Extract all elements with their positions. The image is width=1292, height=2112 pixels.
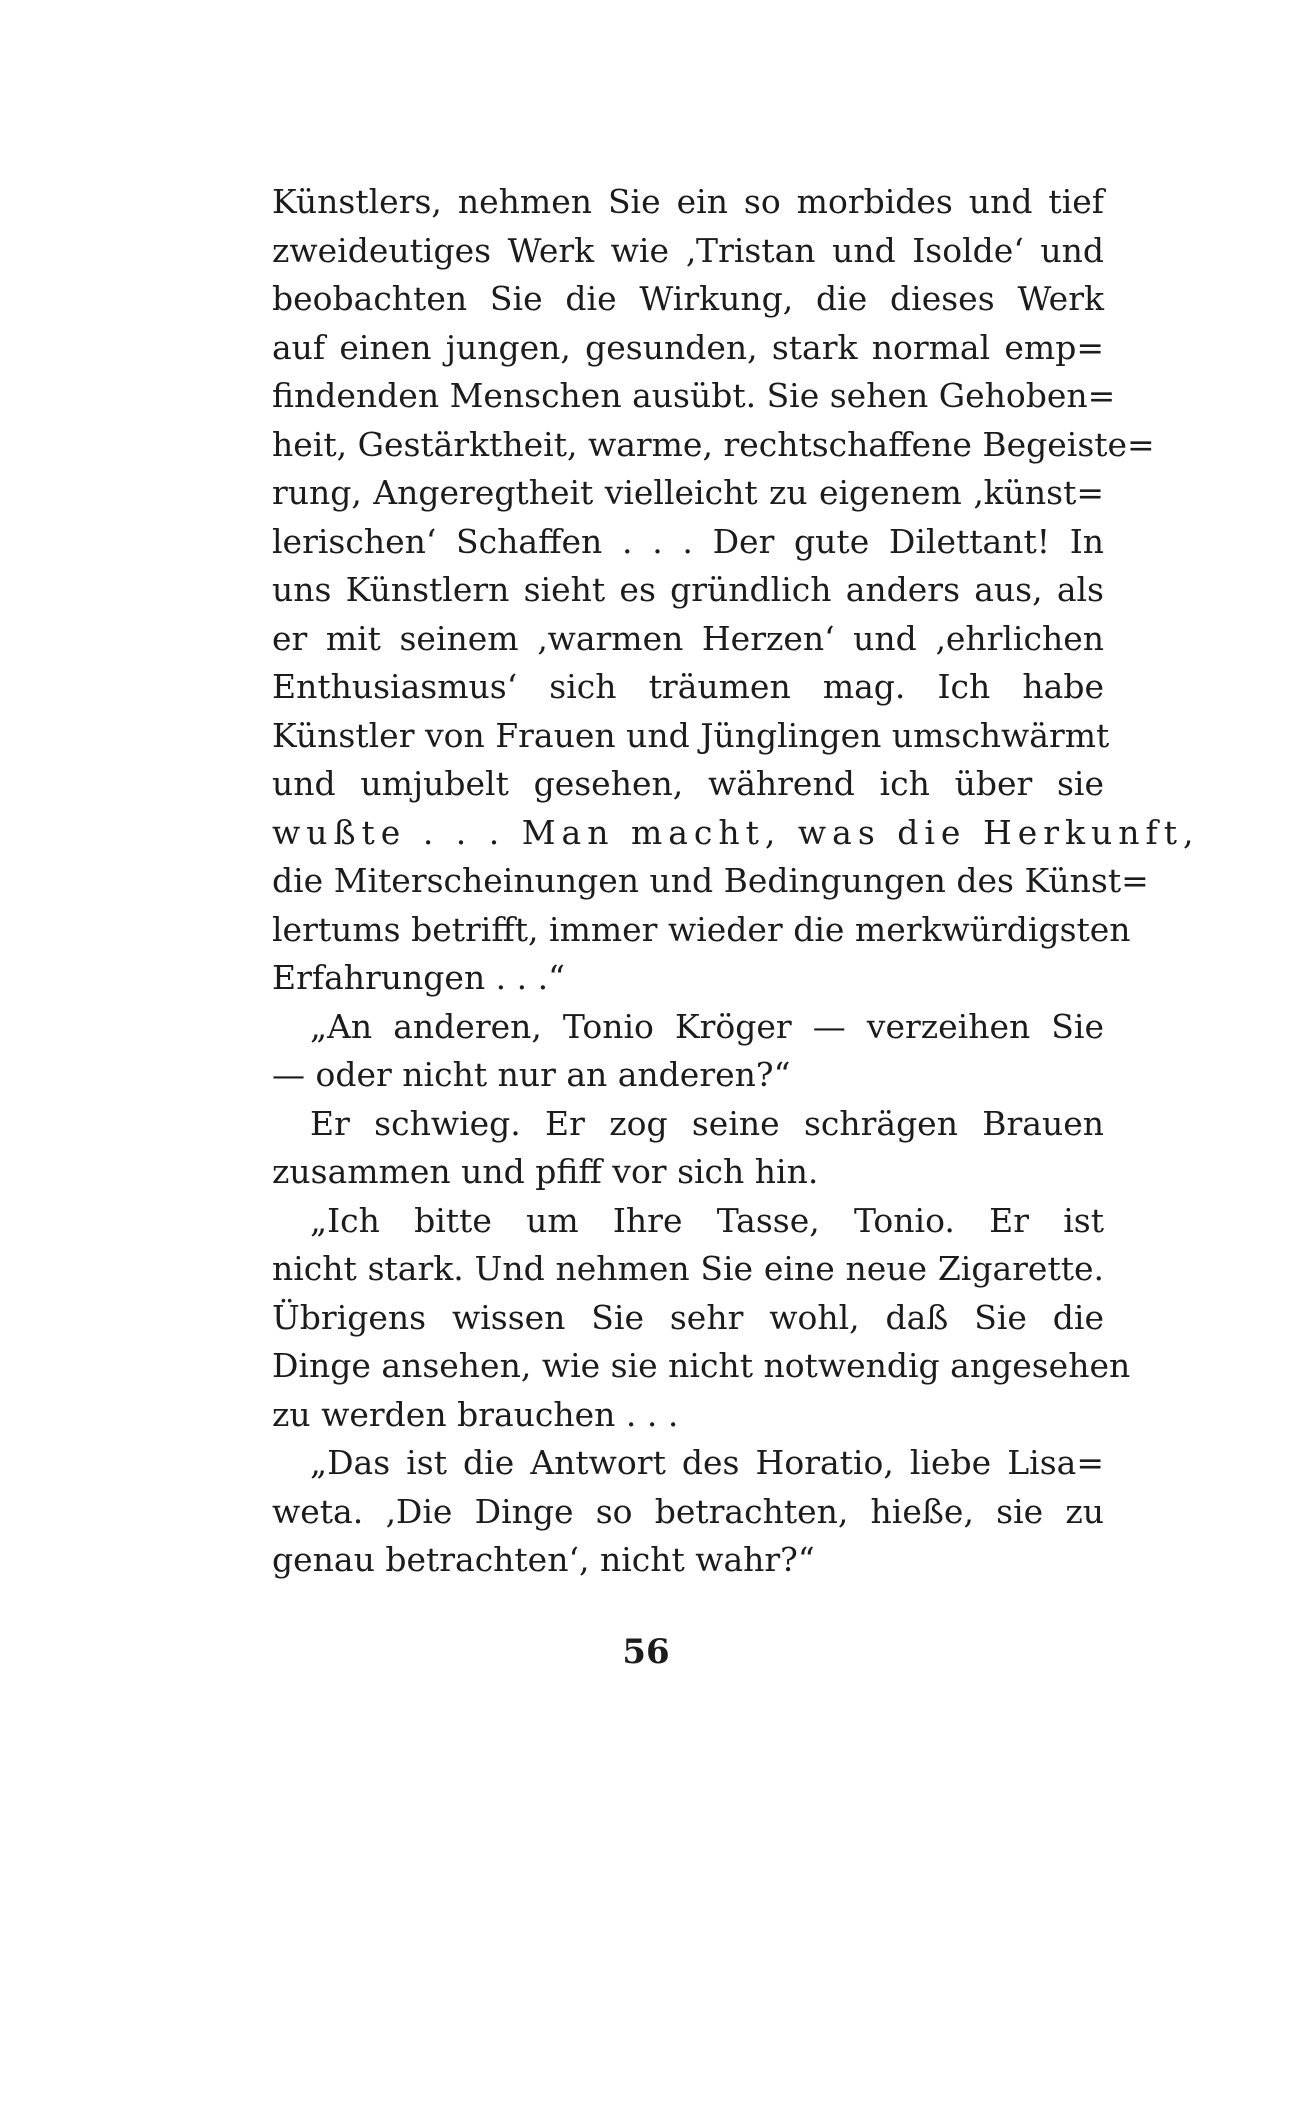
text-line: lertums betrifft, immer wieder die merkwürdigsten [272, 909, 1131, 949]
page-number: 56 [622, 1632, 670, 1672]
text-line: nicht stark. Und nehmen Sie eine neue Zigarette. [272, 1249, 1104, 1288]
text-line: genau betrachten‘, nicht wahr?“ [272, 1540, 815, 1579]
text-line: „Ich bitte um Ihre Tasse, Tonio. Er ist [310, 1200, 1104, 1240]
text-line: weta. ‚Die Dinge so betrachten, hieße, sie zu [272, 1491, 1104, 1531]
text-line: Erfahrungen . . .“ [272, 958, 566, 997]
text-line: Er schwieg. Er zog seine schrägen Brauen [310, 1103, 1104, 1143]
text-line: lerischen‘ Schaffen . . . Der gute Dilettant! In [272, 521, 1104, 561]
text-line: beobachten Sie die Wirkung, die dieses Werk [272, 279, 1104, 318]
text-line: uns Künstlern sieht es gründlich anders aus, als [272, 570, 1104, 609]
text-line: — oder nicht nur an anderen?“ [272, 1055, 791, 1094]
text-line: Künstler von Frauen und Jünglingen umschwärmt [272, 715, 1110, 755]
text-line: findenden Menschen ausübt. Sie sehen Gehoben= [272, 376, 1116, 415]
text-line: Dinge ansehen, wie sie nicht notwendig angesehen [272, 1346, 1131, 1385]
text-line: auf einen jungen, gesunden, stark normal emp= [272, 327, 1104, 367]
text-line: zu werden brauchen . . . [272, 1394, 679, 1434]
text-line: rung, Angeregtheit vielleicht zu eigenem ‚künst= [272, 473, 1104, 512]
text-line: Künstlers, nehmen Sie ein so morbides und tief [272, 182, 1104, 221]
text-line: zweideutiges Werk wie ‚Tristan und Isolde‘ und [272, 230, 1104, 270]
text-line: heit, Gestärktheit, warme, rechtschaffene Begeiste= [272, 424, 1155, 464]
text-line: er mit seinem ‚warmen Herzen‘ und ‚ehrlichen [272, 618, 1104, 658]
text-line: die Miterscheinungen und Bedingungen des Künst= [272, 861, 1149, 900]
text-line: „Das ist die Antwort des Horatio, liebe Lisa= [310, 1443, 1104, 1482]
text-line: Übrigens wissen Sie sehr wohl, daß Sie die [272, 1297, 1104, 1337]
text-line: Enthusiasmus‘ sich träumen mag. Ich habe [272, 667, 1104, 706]
text-line: wußte . . . Man macht, was die Herkunft, [272, 812, 1200, 852]
text-line: zusammen und pfiff vor sich hin. [272, 1152, 819, 1191]
text-line: und umjubelt gesehen, während ich über sie [272, 764, 1104, 803]
body-text [272, 178, 1200, 1585]
text-line: „An anderen, Tonio Kröger — verzeihen Sie [310, 1006, 1104, 1046]
